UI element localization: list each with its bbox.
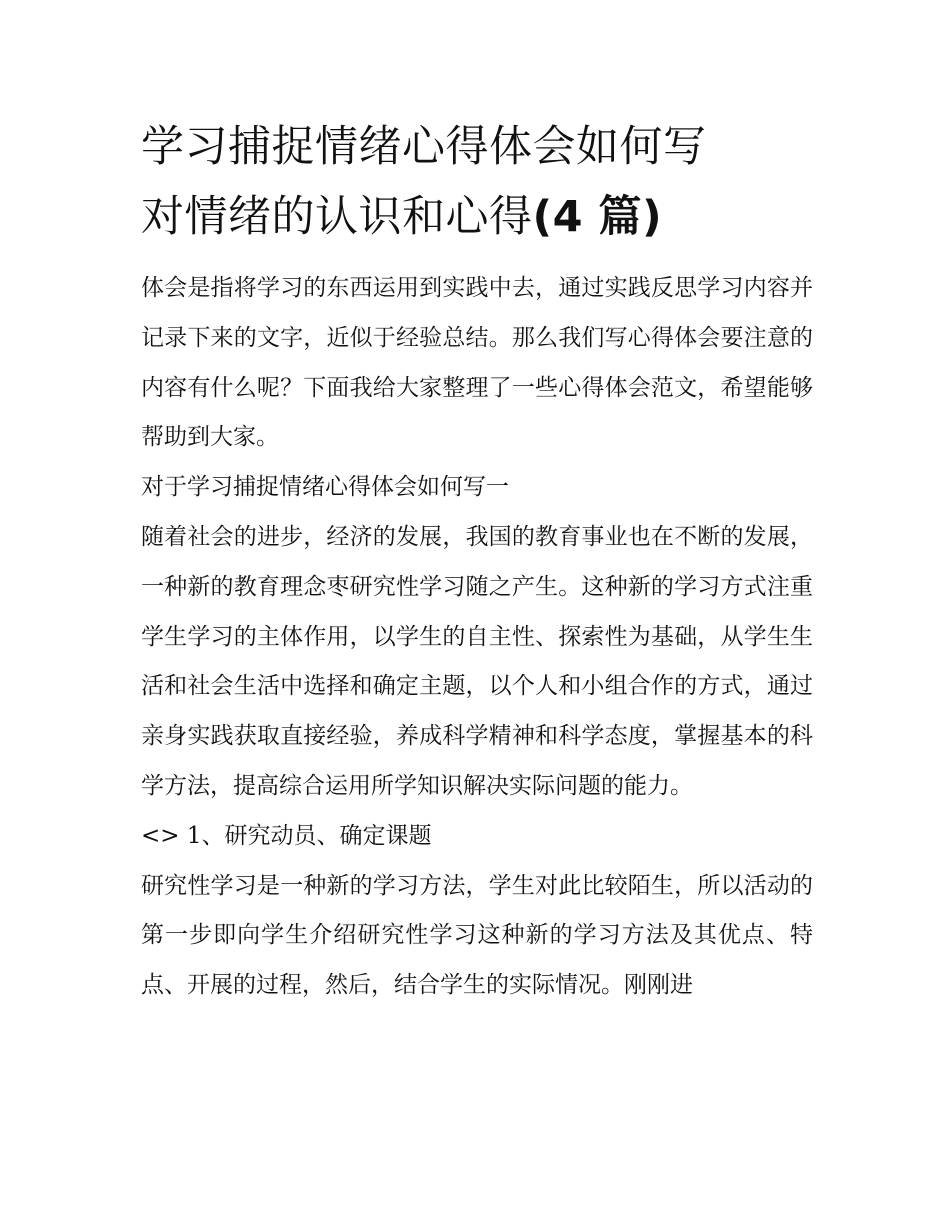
subheading: <> 1、研究动员、确定课题 [141,822,432,849]
title-line-2: 对情绪的认识和心得 [141,192,533,242]
document-page [141,112,813,1011]
document-title [141,112,813,252]
title-line-1: 学习捕捉情绪心得体会如何写 [141,122,707,172]
section-heading: 对于学习捕捉情绪心得体会如何写一 [141,474,509,501]
body-paragraph-2: 研究性学习是一种新的学习方法，学生对此比较陌生，所以活动的第一步即向学生介绍研究性学习这种新的学习方法及其优点、特点、开展的过程，然后，结合学生的实际情况。刚刚进 [141,872,813,999]
intro-paragraph: 体会是指将学习的东西运用到实践中去，通过实践反思学习内容并记录下来的文字，近似于经验总结。那么我们写心得体会要注意的内容有什么呢？下面我给大家整理了一些心得体会范文，希望能够帮助到大家。 [141,275,813,451]
body-paragraph-1: 随着社会的进步，经济的发展，我国的教育事业也在不断的发展，一种新的教育理念枣研究性学习随之产生。这种新的学习方式注重学生学习的主体作用，以学生的自主性、探索性为基础，从学生生活和社会生活中选择和确定主题，以个人和小组合作的方式，通过亲身实践获取直接经验，养成科学精神和科学态度，掌握基本的科学方法，提高综合运用所学知识解决实际问题的能力。 [141,523,813,799]
title-count: (4 篇) [532,192,663,242]
